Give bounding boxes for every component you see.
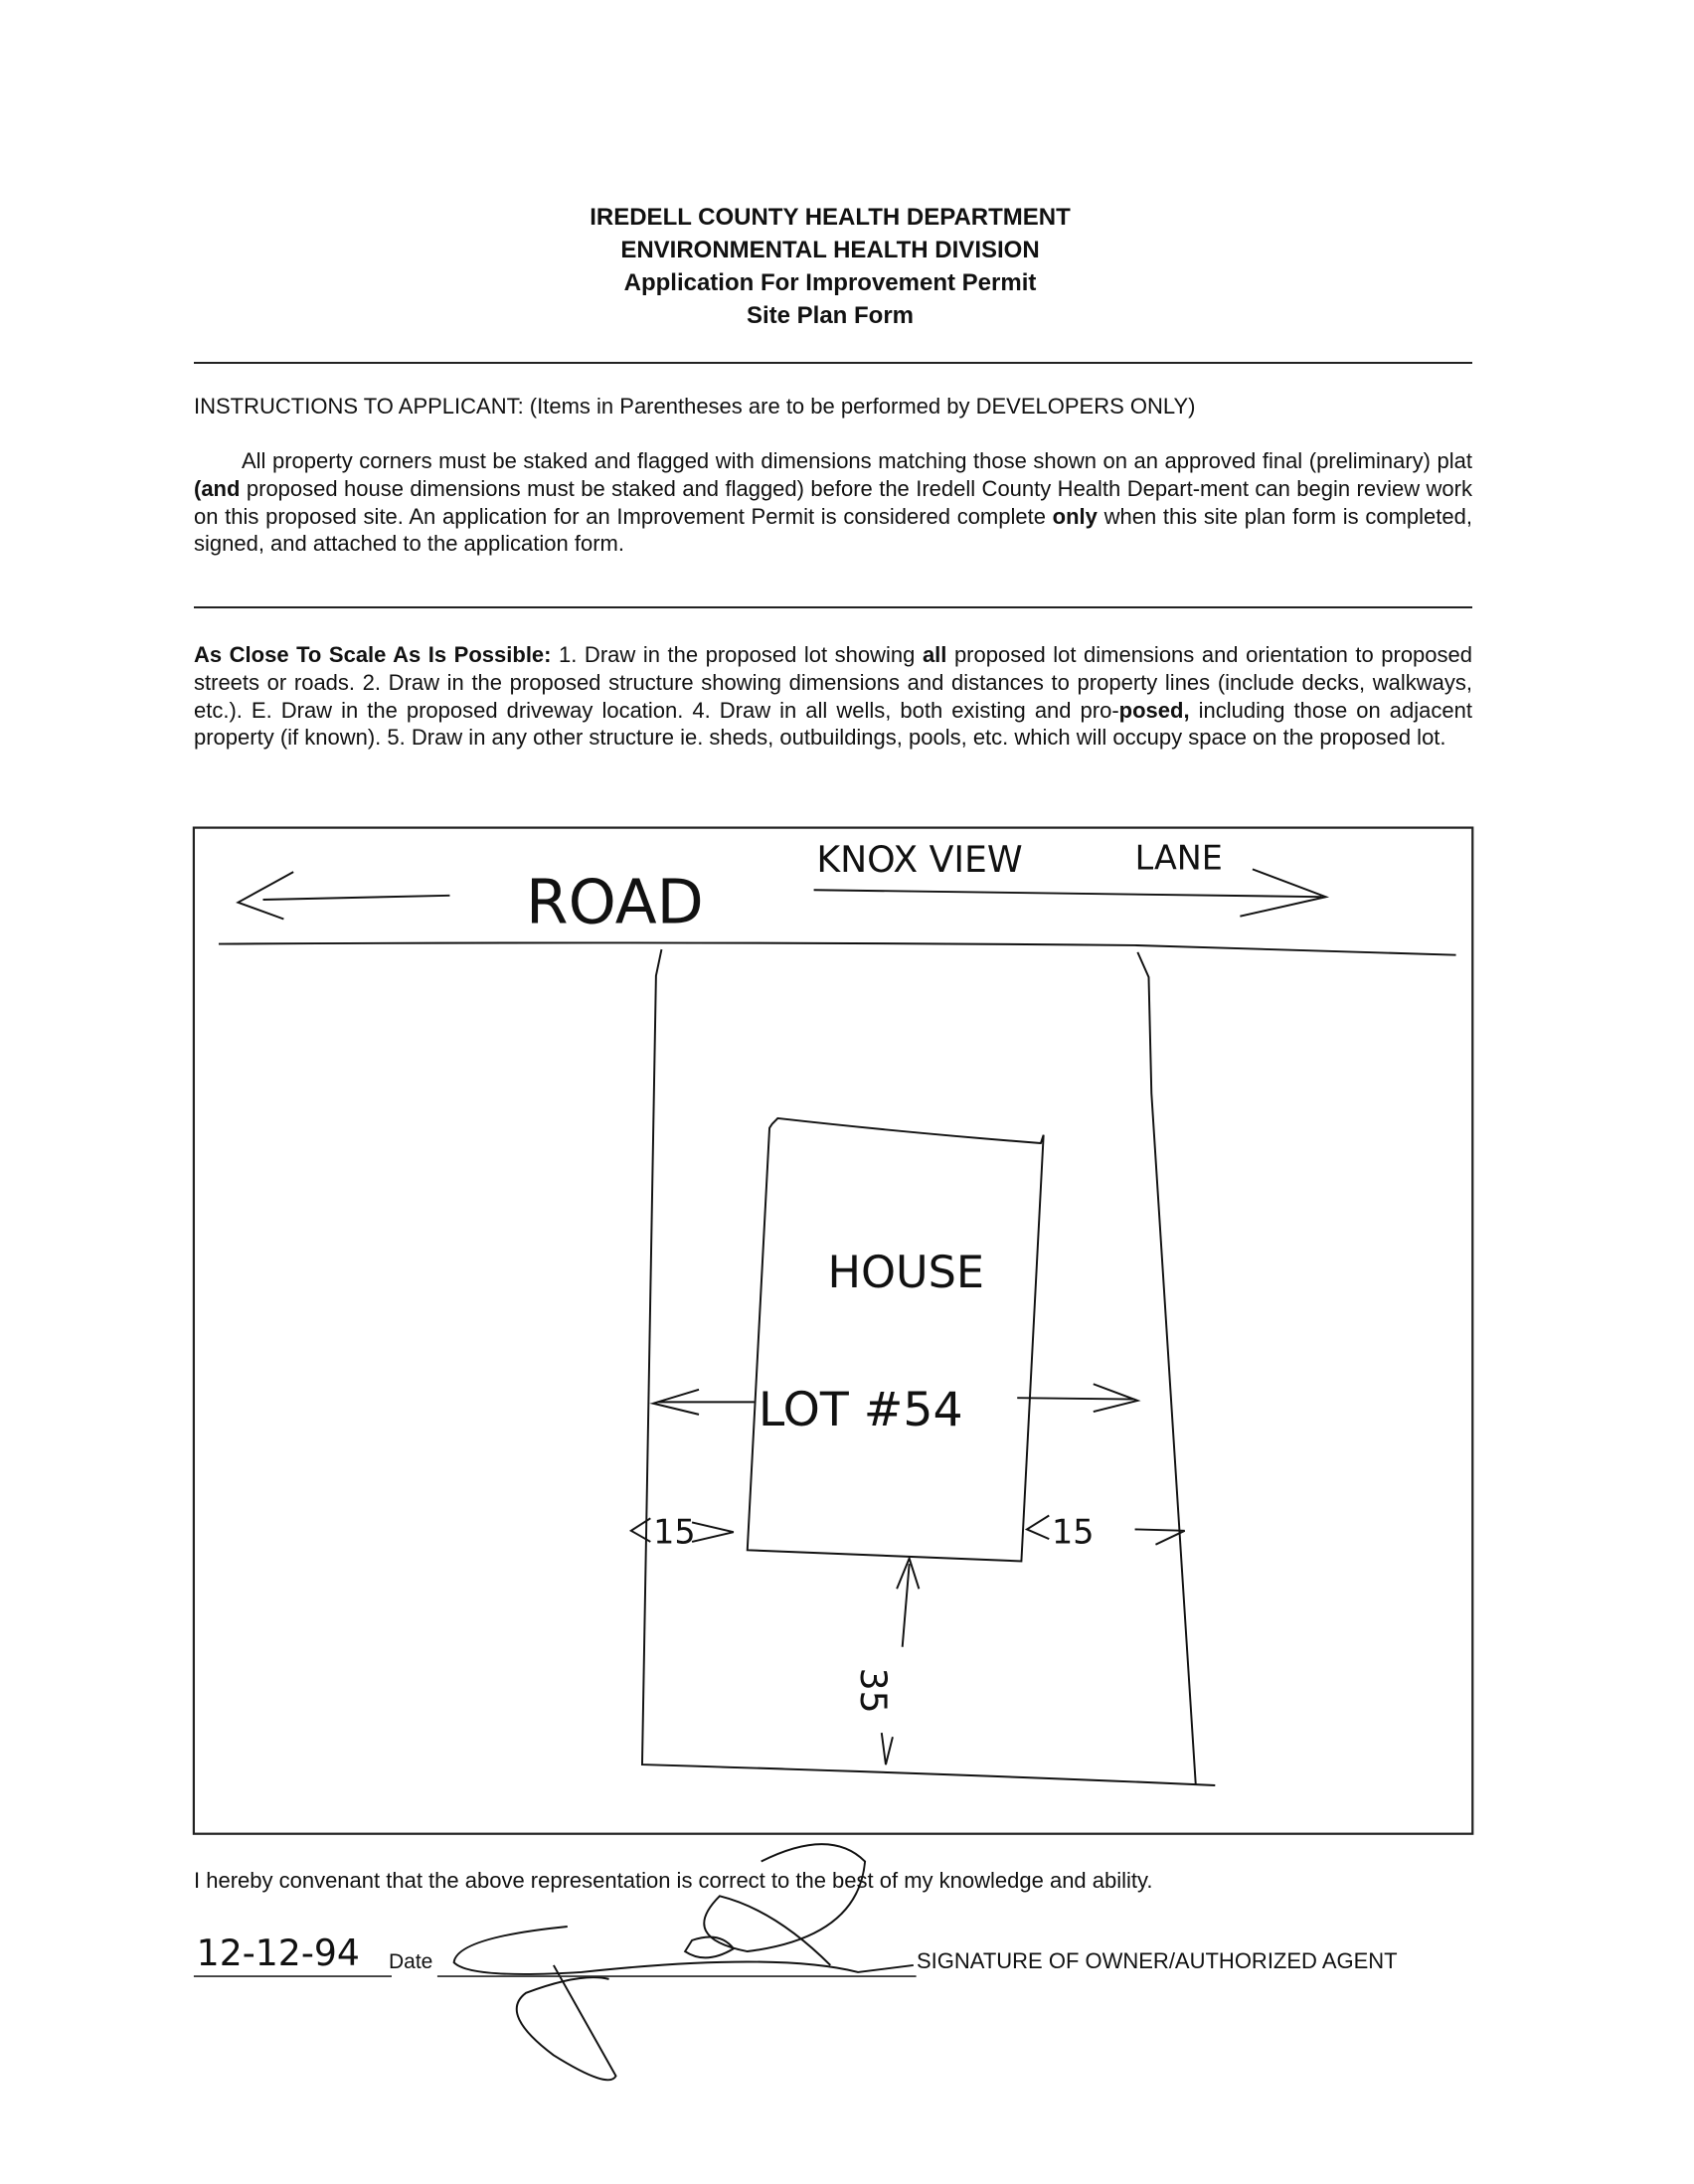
right-setback: 15 (1052, 1512, 1095, 1552)
scale-text: 1. Draw in the proposed lot showing (551, 642, 923, 667)
scale-bold: posed, (1118, 697, 1190, 723)
scale-bold: all (922, 642, 947, 667)
signature-stroke (704, 1844, 865, 1965)
p1-bold: only (1052, 503, 1098, 529)
instructions-heading: INSTRUCTIONS TO APPLICANT: (Items in Parentheses are to be performed by DEVELOPERS ONLY) (194, 394, 1196, 419)
street-name: KNOX VIEW (816, 838, 1023, 882)
header-line-3: Application For Improvement Permit (623, 269, 1037, 296)
certification-statement: I hereby convenant that the above representation is correct to the best of my knowledge and ability. (194, 1868, 1153, 1893)
signature-stroke (685, 1936, 734, 1957)
road-edge-line (219, 942, 1456, 954)
lot-line (642, 949, 1215, 1785)
street-name-suffix: LANE (1134, 838, 1223, 878)
road-label: ROAD (526, 867, 704, 938)
setback-arrow-right (1027, 1516, 1185, 1545)
scale-text: including those on adjacent property (if known). 5. Draw in any other structure ie. sheds, outbuildings, pools, etc. which will occupy space on the proposed lot. (194, 697, 1472, 751)
p1-text: when this site plan form is completed, signed, and attached to the application form. (194, 503, 1472, 557)
p1-bold: (and (194, 475, 241, 501)
scale-lead: As Close To Scale As Is Possible: (194, 642, 552, 667)
left-setback: 15 (653, 1512, 696, 1552)
site-plan-box (194, 828, 1472, 1834)
hand-drawing (219, 869, 1456, 2080)
house-outline (748, 1118, 1044, 1561)
lot-arrow-left (653, 1390, 755, 1415)
header-line-1: IREDELL COUNTY HEALTH DEPARTMENT (590, 204, 1071, 231)
signature-stroke (454, 1927, 914, 1974)
lot-arrow-right (1017, 1384, 1137, 1412)
rear-setback: 35 (851, 1667, 895, 1714)
house-label: HOUSE (827, 1246, 985, 1298)
left-arrow (238, 872, 449, 919)
header-line-4: Site Plan Form (746, 302, 915, 329)
date-value: 12-12-94 (196, 1931, 360, 1974)
signature-stroke (517, 1965, 616, 2080)
setback-arrow-rear (882, 1559, 920, 1764)
scale-text: proposed lot dimensions and orientation to proposed streets or roads. 2. Draw in the proposed structure showing dimensions and distances to property lines (include decks, walkways, etc.). E. Draw in the proposed driveway location. 4. Draw in all wells, both existing and pro- (194, 642, 1472, 723)
p1-text: proposed house dimensions must be staked and flagged) before the Iredell County Health Depart-ment can begin review work on this proposed site. An application for an Improvement Permit is considered complete (194, 475, 1472, 529)
lot-number: LOT #54 (758, 1383, 963, 1438)
p1-text: All property corners must be staked and flagged with dimensions matching those shown on an approved final (preliminary) plat (242, 448, 1472, 473)
date-label: Date (389, 1950, 433, 1973)
lot-line-right (1137, 952, 1195, 1785)
header-line-2: ENVIRONMENTAL HEALTH DIVISION (620, 237, 1040, 263)
signature-label: SIGNATURE OF OWNER/AUTHORIZED AGENT (917, 1948, 1398, 1973)
